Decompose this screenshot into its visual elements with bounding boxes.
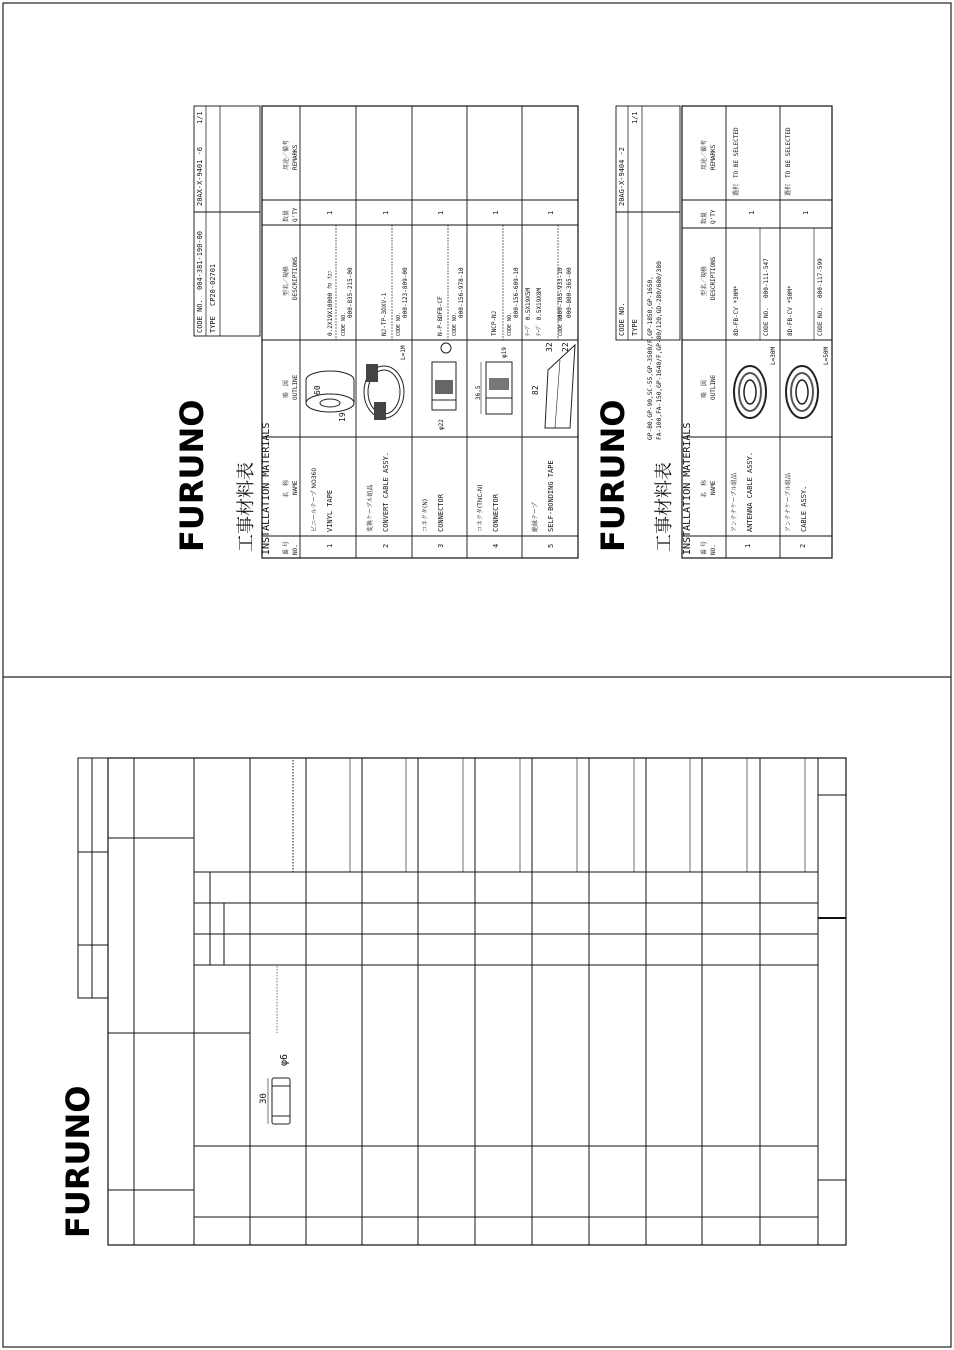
sheet2-row2-code-label: CODE NO. xyxy=(817,307,824,336)
sheet2-row1-remarks-en: TO BE SELECTED xyxy=(733,127,740,178)
sheet2-row2-name-en: CABLE ASSY. xyxy=(800,485,808,532)
self-bonding-tape-sketch xyxy=(531,342,575,428)
sheet1-row5-code2: 000-800-365-00 xyxy=(566,267,573,318)
sheet2-row1-code: 000-111-547 xyxy=(763,258,770,298)
sheet3-logo: FURUNO xyxy=(59,1085,97,1238)
sheet1-row1-name-jp: ビニールテープ NO360 xyxy=(311,467,318,532)
sheet2-row1-code-label: CODE NO. xyxy=(763,307,770,336)
sheet2-row2-qty: 1 xyxy=(802,210,810,215)
sheet1-row5-name-jp: 絶縁テープ xyxy=(532,502,539,532)
sheet2-row1-no: 1 xyxy=(744,543,752,548)
sheet3-blank-form xyxy=(59,758,846,1245)
sheet1-row4-dim1: 36.5 xyxy=(475,385,482,400)
sheet1-row2-qty: 1 xyxy=(382,210,390,215)
sheet1-drawing-no: 20AX-X-9401 -6 xyxy=(196,146,204,206)
cable-coil-sketch xyxy=(786,347,830,418)
sheet2-row2-no: 2 xyxy=(799,543,807,548)
sheet1-row3-name-jp: コネクタ(N) xyxy=(422,498,429,532)
sheet2-row2-name-jp: アンテナケーブル組品 xyxy=(785,473,792,532)
sheet1-row1-code-label: CODE NO. xyxy=(341,311,347,336)
sheet1-row1-desc: 0.2X19X10000 ｸﾛ ｽｺﾆ xyxy=(327,270,334,336)
sheet1-title-en: INSTALLATION MATERIALS xyxy=(261,422,272,555)
sheet1-row2-code-label: CODE NO. xyxy=(396,311,402,336)
sheet2-header-no-en: NO. xyxy=(710,544,717,555)
sheet2-header-no-jp: 番 号 xyxy=(701,541,708,555)
sheet1-row2-no: 2 xyxy=(382,543,390,548)
sheet1-row5-dim1: 82 xyxy=(531,385,540,395)
sheet1-type-value: CP20-02701 xyxy=(209,263,217,306)
sheet1-row3-code-label: CODE NO. xyxy=(452,311,458,336)
sheet2-header-outline-en: OUTLINE xyxy=(710,374,717,400)
sheet1-row5-qty: 1 xyxy=(547,210,555,215)
sheet1-header-desc-en: DESCRIPTIONS xyxy=(292,256,299,300)
convert-cable-sketch xyxy=(364,345,407,420)
sheet1-row5-dim3: 22 xyxy=(561,342,570,352)
sheet3-dim-dia: φ6 xyxy=(279,1053,290,1066)
sheet1-logo: FURUNO xyxy=(173,399,211,552)
sheet1-header-desc-jp: 型名／規格 xyxy=(283,265,290,296)
sheet2-row1-name-en: ANTENNA CABLE ASSY. xyxy=(746,451,754,532)
sheet2-row2-remarks-jp: 選択 xyxy=(785,183,792,196)
sheet2-title-en: INSTALLATION MATERIALS xyxy=(682,422,693,555)
sheet2-code-no-label: CODE NO. xyxy=(618,302,626,336)
sheet2-header-qty-jp: 数量 xyxy=(701,211,708,224)
sheet2-header-qty-en: Q'TY xyxy=(710,209,717,224)
sheet2-type-label: TYPE xyxy=(631,319,639,336)
sheet1-row1-dim2: 19 xyxy=(338,412,347,422)
fuse-sketch xyxy=(259,1054,290,1124)
sheet1-row5-name-en: SELF-BONDING TAPE xyxy=(547,460,555,532)
sheet1-header-qty-en: Q'TY xyxy=(292,207,299,222)
sheet1-row4-no: 4 xyxy=(492,543,500,548)
sheet1-row3-qty: 1 xyxy=(437,210,445,215)
sheet2-models-line1: GP-80,GP-90,SC-55,GP-3500/F,GP-1850,GP-1650, xyxy=(647,276,654,440)
sheet2-row2-remarks-en: TO BE SELECTED xyxy=(785,127,792,178)
sheet1-row3-name-en: CONNECTOR xyxy=(437,494,445,532)
antenna-cable-coil-sketch xyxy=(734,347,777,418)
n-connector-sketch xyxy=(432,343,456,430)
sheet2-page: 1/1 xyxy=(631,111,639,124)
sheet1-row4-name-jp: コネクタ(TNC-N) xyxy=(477,484,484,532)
sheet1-page: 1/1 xyxy=(196,111,204,124)
sheet2-row1-name-jp: アンテナケーブル組品 xyxy=(731,473,738,532)
sheet2-row1-remarks-jp: 選択 xyxy=(733,183,740,196)
sheet1-installation-materials xyxy=(173,106,578,558)
sheet1-title-jp: 工事材料表 xyxy=(236,462,257,552)
sheet2-row1-len: L=30M xyxy=(770,346,777,365)
sheet1-row1-qty: 1 xyxy=(326,210,334,215)
sheet1-row4-desc: TNCP-NJ xyxy=(491,310,498,336)
sheet1-row4-dim2: φ19 xyxy=(501,347,508,358)
sheet1-row2-code: 000-123-809-00 xyxy=(402,267,409,318)
sheet1-header-no-jp: 番 号 xyxy=(283,541,290,555)
sheet1-type-label: TYPE xyxy=(209,316,217,333)
sheet1-row3-dim1: φ22 xyxy=(438,419,445,430)
sheet1-row5-dim2: 32 xyxy=(545,342,554,352)
sheet2-title-jp: 工事材料表 xyxy=(654,462,675,552)
sheet2-row1-desc: 8D-FB-CV *30M* xyxy=(733,285,740,336)
tnc-n-connector-sketch xyxy=(475,347,512,414)
sheet2-drawing-no: 20AG-X-9404 -2 xyxy=(618,146,626,206)
sheet1-row4-code-label: CODE NO. xyxy=(507,311,513,336)
sheet1-code-no-value: 004-381-190-00 xyxy=(196,230,204,290)
sheet1-row2-name-jp: 変換ケーブル組品 xyxy=(367,484,374,532)
sheet1-row1-no: 1 xyxy=(326,543,334,548)
sheet2-logo: FURUNO xyxy=(594,399,632,552)
sheet2-header-name-jp: 名 称 xyxy=(701,479,708,498)
sheet2-models-line2: FA-100,FA-150,GP-1640/F,GP-80/120,GD-280/680/380 xyxy=(656,261,663,440)
sheet1-row1-name-en: VINYL TAPE xyxy=(326,489,334,532)
sheet1-row4-name-en: CONNECTOR xyxy=(492,494,500,532)
sheet1-row4-qty: 1 xyxy=(492,210,500,215)
sheet1-row5-code-label: CODE NO. xyxy=(558,311,564,336)
sheet2-row1-qty: 1 xyxy=(748,210,756,215)
sheet1-header-no-en: NO. xyxy=(292,544,299,555)
sheet1-row2-name-en: CONVERT CABLE ASSY. xyxy=(382,451,390,532)
sheet2-row2-desc: 8D-FB-CV *50M* xyxy=(787,285,794,336)
page-border xyxy=(3,3,951,1347)
sheet1-row5-no: 5 xyxy=(547,543,555,548)
sheet1-row5-desc: ﾃｰﾌﾟ 0.5X19X5M xyxy=(525,287,532,336)
sheet2-header-name-en: NAME xyxy=(710,480,717,495)
sheet1-code-no-label: CODE NO. xyxy=(196,299,204,333)
sheet1-row1-dim1: 60 xyxy=(313,385,322,395)
sheet1-header-remarks-jp: 用途／備考 xyxy=(283,139,290,170)
sheet1-header-name-jp: 名 称 xyxy=(283,479,290,498)
sheet1-header-name-en: NAME xyxy=(292,480,299,495)
sheet2-header-desc-jp: 型名／規格 xyxy=(701,265,708,296)
sheet1-row1-code: 000-835-215-00 xyxy=(347,267,354,318)
sheet1-row4-code: 000-156-609-10 xyxy=(513,267,520,318)
sheet2-row2-len: L=50M xyxy=(823,346,830,365)
sheet2-installation-materials xyxy=(594,106,832,558)
sheet1-header-outline-en: OUTLINE xyxy=(292,374,299,400)
sheet1-row3-code: 000-156-978-10 xyxy=(458,267,465,318)
vinyl-tape-sketch xyxy=(306,371,354,422)
sheet1-header-remarks-en: REMARKS xyxy=(292,144,299,170)
sheet1-header-qty-jp: 数量 xyxy=(283,209,290,222)
sheet1-row3-no: 3 xyxy=(437,543,445,548)
sheet1-header-outline-jp: 略 図 xyxy=(283,379,290,398)
sheet1-row5-desc2: ﾃｰﾌﾟ 0.5X19X8M xyxy=(536,287,543,336)
sheet1-row5-code: 000-165-933-10 xyxy=(557,267,564,318)
sheet1-row2-desc: NJ-TP-3DXV-1 xyxy=(381,292,388,336)
sheet2-row2-code: 000-117-599 xyxy=(817,258,824,298)
sheet1-row2-dim1: L=1M xyxy=(400,345,407,360)
sheet2-header-remarks-jp: 用途／備考 xyxy=(701,139,708,170)
sheet1-row3-desc: N-P-8DFB-CF xyxy=(437,296,444,336)
sheet2-header-outline-jp: 略 図 xyxy=(701,379,708,398)
sheet3-dim-length: 30 xyxy=(259,1093,269,1104)
sheet2-header-desc-en: DESCRIPTIONS xyxy=(710,256,717,300)
sheet2-header-remarks-en: REMARKS xyxy=(710,144,717,170)
